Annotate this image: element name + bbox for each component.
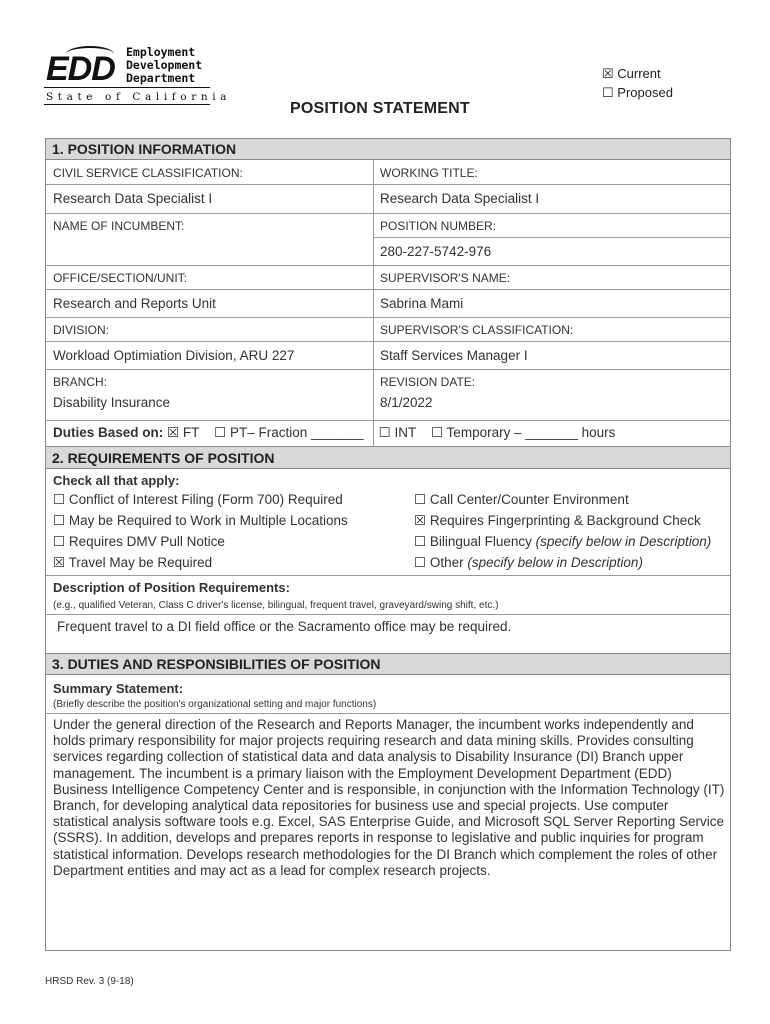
- req-dmv-pull-notice[interactable]: ☐ Requires DMV Pull Notice: [53, 534, 225, 549]
- revision-date-field[interactable]: 8/1/2022: [380, 395, 433, 410]
- office-field[interactable]: Research and Reports Unit: [53, 296, 216, 311]
- duties-label: Duties Based on:: [53, 425, 164, 440]
- logo-line-1: Employment: [126, 45, 196, 59]
- working-title-field[interactable]: Research Data Specialist I: [380, 191, 540, 206]
- logo-department-name: [126, 46, 202, 85]
- summary-label: Summary Statement:: [53, 681, 184, 696]
- proposed-checkbox[interactable]: ☐: [602, 85, 614, 100]
- office-label: OFFICE/SECTION/UNIT:: [53, 271, 188, 285]
- duties-based-on: [53, 425, 615, 441]
- req-bilingual-note: (specify below in Description): [535, 534, 712, 549]
- proposed-label: Proposed: [617, 85, 673, 100]
- req-bilingual-label: ☐ Bilingual Fluency: [414, 534, 536, 549]
- form-revision-footer: HRSD Rev. 3 (9-18): [45, 976, 134, 987]
- row-divider: [46, 213, 730, 214]
- division-label: DIVISION:: [53, 323, 110, 337]
- division-field[interactable]: Workload Optimiation Division, ARU 227: [53, 348, 295, 363]
- row-divider: [46, 289, 730, 290]
- row-divider: [46, 317, 730, 318]
- row-divider: [46, 265, 730, 266]
- duties-options[interactable]: ☒ FT ☐ PT– Fraction _______ ☐ INT ☐ Temporary – _______ hours: [167, 425, 616, 440]
- working-title-label: WORKING TITLE:: [380, 166, 478, 180]
- status-current[interactable]: [602, 64, 673, 83]
- logo-rule: [44, 87, 210, 88]
- status-options: [602, 64, 673, 102]
- supervisor-class-field[interactable]: Staff Services Manager I: [380, 348, 528, 363]
- current-label: Current: [617, 66, 661, 81]
- summary-text-field[interactable]: Under the general direction of the Research and Reports Manager, the incumbent works independently and holds primary responsibility for major projects requiring research and data mining skills. Provides consulting services regarding collection of statistical data and data analysis to Disability Insurance (DI) Branch upper management. The incumbent is a primary liaison with the Employment Development Department (EDD) Business Intelligence Competency Center and is responsible, in conjunction with the Information Technology (IT) Branch, for developing analytical data repositories for business use and special projects. Use computer statistical analysis software tools e.g. Excel, SAS Enterprise Guide, and Microsoft SQL Server Reporting Service (SSRS). In addition, develops and prepares reports in response to legislative and public inquiries for program statistical information. Develops research methodologies for the DI Branch which complement the roles of other Department entities and may act as a lead for complex research projects.: [53, 717, 725, 878]
- status-proposed[interactable]: [602, 83, 673, 102]
- check-all-label: Check all that apply:: [53, 473, 180, 488]
- desc-field[interactable]: Frequent travel to a DI field office or the Sacramento office may be required.: [57, 619, 512, 634]
- row-divider: [373, 237, 730, 238]
- req-conflict-of-interest[interactable]: ☐ Conflict of Interest Filing (Form 700) Required: [53, 492, 343, 507]
- req-bilingual[interactable]: [414, 534, 711, 550]
- supervisor-class-label: SUPERVISOR'S CLASSIFICATION:: [380, 323, 574, 337]
- row-divider: [46, 341, 730, 342]
- logo-rule-bottom: [44, 104, 210, 105]
- position-number-field[interactable]: 280-227-5742-976: [380, 244, 492, 259]
- desc-hint: (e.g., qualified Veteran, Class C driver's license, bilingual, frequent travel, graveyard/swing shift, etc.): [53, 600, 499, 611]
- civil-service-field[interactable]: Research Data Specialist I: [53, 191, 213, 206]
- logo-state: State of California: [46, 91, 232, 103]
- branch-label: BRANCH:: [53, 375, 108, 389]
- position-number-label: POSITION NUMBER:: [380, 219, 497, 233]
- req-other-label: ☐ Other: [414, 555, 468, 570]
- section-2-header: 2. REQUIREMENTS OF POSITION: [46, 446, 730, 469]
- supervisor-name-field[interactable]: Sabrina Mami: [380, 296, 464, 311]
- logo-mark: EDD: [46, 50, 115, 88]
- page-title: POSITION STATEMENT: [290, 100, 470, 117]
- row-divider: [46, 369, 730, 370]
- edd-logo: [44, 44, 232, 106]
- row-divider: [46, 614, 730, 615]
- desc-label: Description of Position Requirements:: [53, 580, 290, 595]
- row-divider: [46, 184, 730, 185]
- revision-date-label: REVISION DATE:: [380, 375, 476, 389]
- summary-hint: (Briefly describe the position's organizational setting and major functions): [53, 699, 377, 710]
- req-fingerprinting[interactable]: ☒ Requires Fingerprinting & Background Check: [414, 513, 701, 528]
- row-divider: [46, 575, 730, 576]
- branch-field[interactable]: Disability Insurance: [53, 395, 171, 410]
- column-divider: [373, 160, 374, 446]
- req-other-note: (specify below in Description): [467, 555, 643, 570]
- req-other[interactable]: [414, 555, 643, 571]
- req-multiple-locations[interactable]: ☐ May be Required to Work in Multiple Locations: [53, 513, 348, 528]
- logo-line-3: Department: [126, 71, 196, 85]
- logo-line-2: Development: [126, 58, 203, 72]
- section-1-header: 1. POSITION INFORMATION: [46, 138, 730, 160]
- row-divider: [46, 420, 730, 421]
- civil-service-label: CIVIL SERVICE CLASSIFICATION:: [53, 166, 243, 180]
- incumbent-label: NAME OF INCUMBENT:: [53, 219, 185, 233]
- current-checkbox[interactable]: ☒: [602, 66, 614, 81]
- section-3-header: 3. DUTIES AND RESPONSIBILITIES OF POSITION: [46, 653, 730, 675]
- supervisor-name-label: SUPERVISOR'S NAME:: [380, 271, 511, 285]
- req-call-center[interactable]: ☐ Call Center/Counter Environment: [414, 492, 629, 507]
- req-travel[interactable]: ☒ Travel May be Required: [53, 555, 213, 570]
- row-divider: [46, 713, 730, 714]
